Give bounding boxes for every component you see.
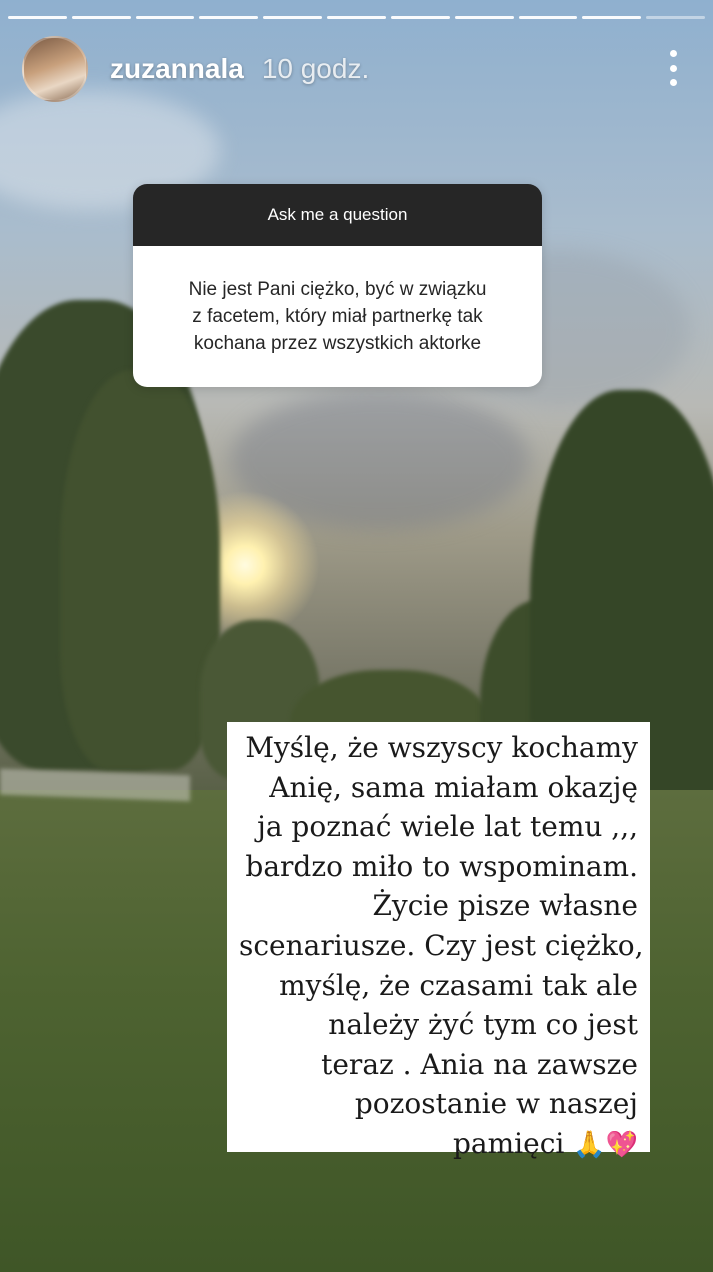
- question-text: [133, 246, 542, 387]
- username[interactable]: zuzannala: [110, 53, 244, 84]
- answer-line: bardzo miło to wspominam.: [245, 849, 638, 883]
- progress-segment: [136, 16, 195, 19]
- avatar[interactable]: [22, 36, 88, 102]
- question-line: z facetem, który miał partnerkę tak: [192, 306, 483, 327]
- progress-segment: [391, 16, 450, 19]
- progress-segment: [646, 16, 705, 19]
- post-time: 10 godz.: [261, 53, 370, 84]
- progress-segment: [8, 16, 67, 19]
- answer-line: Anię, sama miałam okazję: [269, 770, 638, 804]
- answer-line: teraz . Ania na zawsze: [321, 1047, 638, 1081]
- pray-heart-emoji-icon: 🙏💖: [573, 1129, 638, 1160]
- answer-line: scenariusze. Czy jest ciężko,: [239, 928, 644, 962]
- question-line: Nie jest Pani ciężko, być w związku: [188, 279, 487, 300]
- progress-segment: [72, 16, 131, 19]
- question-sticker[interactable]: [133, 184, 542, 387]
- progress-segment: [327, 16, 386, 19]
- story-header: [22, 36, 369, 102]
- answer-line: myślę, że czasami tak ale: [279, 968, 638, 1002]
- progress-segment: [582, 16, 641, 19]
- answer-line-last: [239, 1124, 638, 1166]
- question-line: kochana przez wszystkich aktorke: [193, 333, 482, 354]
- progress-segment: [199, 16, 258, 19]
- answer-line: Życie pisze własne: [372, 889, 638, 923]
- answer-line: Myślę, że wszyscy kochamy: [245, 731, 638, 764]
- progress-segment: [519, 16, 578, 19]
- answer-line: należy żyć tym co jest: [328, 1008, 638, 1042]
- story-progress-bar: [8, 16, 705, 19]
- answer-line: pamięci: [453, 1126, 565, 1160]
- background-tree: [60, 370, 220, 770]
- progress-segment: [263, 16, 322, 19]
- question-sticker-title: Ask me a question: [133, 184, 542, 246]
- progress-segment: [455, 16, 514, 19]
- answer-line: ja poznać wiele lat temu ,,,: [257, 810, 638, 844]
- answer-line: pozostanie w naszej: [354, 1087, 638, 1121]
- more-vertical-icon[interactable]: [663, 50, 683, 86]
- answer-text-box: [227, 722, 650, 1160]
